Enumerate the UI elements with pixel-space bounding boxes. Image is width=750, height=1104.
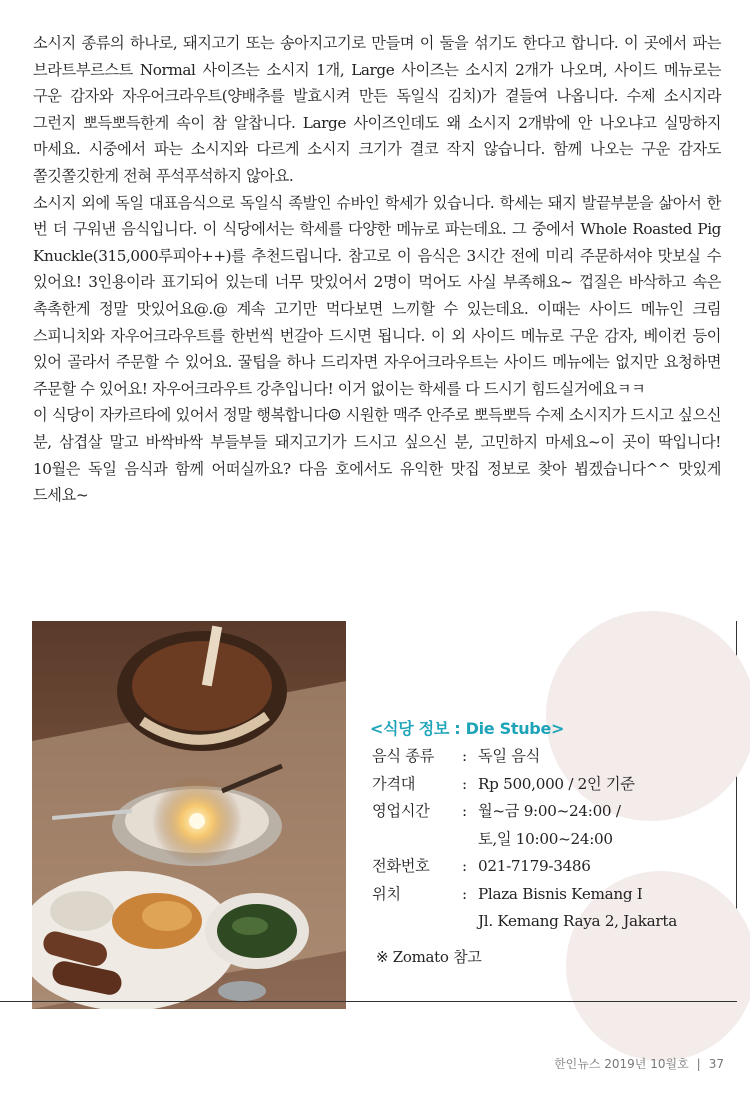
- info-value: 월~금 9:00~24:00 /: [478, 802, 621, 820]
- restaurant-info-title: <식당 정보 : Die Stube>: [370, 719, 565, 738]
- page-footer: [554, 1055, 724, 1072]
- info-row-hours-weekend: [372, 826, 677, 854]
- info-value: 토,일 10:00~24:00: [478, 829, 613, 848]
- restaurant-info-box: [356, 621, 737, 1001]
- divider: [0, 1001, 737, 1002]
- divider: |: [696, 1057, 701, 1071]
- source-note: ※ Zomato 참고: [376, 948, 482, 966]
- publication-name: 한인뉴스 2019년 10월호: [554, 1057, 689, 1071]
- page-number: 37: [708, 1057, 724, 1071]
- article-body: [33, 30, 721, 509]
- info-label: 위치: [372, 884, 401, 903]
- info-value: Rp 500,000 / 2인 기준: [478, 774, 635, 793]
- info-row-price: 가격대 : Rp 500,000 / 2인 기준: [372, 771, 677, 799]
- article-paragraph-2: 소시지 외에 독일 대표음식으로 독일식 족발인 슈바인 학세가 있습니다. 학세는 돼지 발끝부분을 삶아서 한 번 더 구워낸 음식입니다. 이 식당에서는 학세를 다양한 메뉴로 파는데요. 그 중에서 Whole Roasted Pig Knuckle(315,000루피아++)를 추천드립니다. 참고로 이 음식은 3시간 전에 미리 주문하셔야 맛보실 수 있어요! 3인용이라 표기되어 있는데 너무 맛있어서 2명이 먹어도 사실 부족해요~ 껍질은 바삭하고 속은 촉촉한게 정말 맛있어요@.@ 계속 고기만 먹다보면 느끼할 수 있는데요. 이때는 사이드 메뉴인 크림 스피니치와 자우어크라우트를 한번씩 번갈아 드시면 됩니다. 이 외 사이드 메뉴로 구운 감자, 베이컨 등이 있어 골라서 주문할 수 있어요. 꿀팁을 하나 드리자면 자우어크라우트는 사이드 메뉴에는 없지만 요청하면 주문할 수 있어요! 자우어크라우트 강추입니다! 이거 없이는 학세를 다 드시기 힘드실거에요ㅋㅋ: [33, 193, 721, 398]
- info-value: Jl. Kemang Raya 2, Jakarta: [478, 912, 677, 930]
- article-paragraph-3: 이 식당이 자카르타에 있어서 정말 행복합니다☺ 시원한 맥주 안주로 뽀득뽀득 수제 소시지가 드시고 싶으신 분, 삼겹살 말고 바싹바싹 부들부들 돼지고기가 드시고 싶으신 분, 고민하지 마세요~이 곳이 딱입니다! 10월은 독일 음식과 함께 어떠실까요? 다음 호에서도 유익한 맛집 정보로 찾아 뵙겠습니다^^ 맛있게 드세요~: [33, 406, 721, 505]
- info-label: [372, 908, 462, 936]
- info-row-location: 위치 : Plaza Bisnis Kemang I: [372, 881, 677, 909]
- info-label: 가격대: [372, 774, 416, 793]
- info-row-phone: 전화번호 : 021-7179-3486: [372, 853, 677, 881]
- info-value: 독일 음식: [478, 747, 541, 765]
- info-row-location-2: [372, 908, 677, 936]
- info-label: 전화번호: [372, 857, 430, 875]
- info-row-cuisine: 음식 종류 : 독일 음식: [372, 743, 677, 771]
- info-label: 음식 종류: [372, 747, 435, 765]
- info-row-hours: 영업시간 : 월~금 9:00~24:00 /: [372, 798, 677, 826]
- info-label: [372, 826, 462, 854]
- restaurant-info-list: [372, 743, 677, 936]
- info-value: 021-7179-3486: [478, 857, 591, 875]
- article-paragraph-1: 소시지 종류의 하나로, 돼지고기 또는 송아지고기로 만들며 이 둘을 섞기도 한다고 합니다. 이 곳에서 파는 브라트부르스트 Normal 사이즈는 소시지 1개, Large 사이즈는 소시지 2개가 나오며, 사이드 메뉴로는 구운 감자와 자우어크라우트(양배추를 발효시켜 만든 독일식 김치)가 곁들여 나옵니다. 수제 소시지라 그런지 뽀득뽀득한게 속이 참 알찹니다. Large 사이즈인데도 왜 소시지 2개밖에 안 나오냐고 실망하지 마세요. 시중에서 파는 소시지와 다르게 소시지 크기가 결코 작지 않습니다. 함께 나오는 구운 감자도 쫄깃쫄깃한게 전혀 푸석푸석하지 않아요.: [33, 34, 721, 185]
- food-photo-illustration: [32, 621, 346, 1009]
- food-photo: [32, 621, 346, 1009]
- info-value: Plaza Bisnis Kemang I: [478, 884, 643, 903]
- info-label: 영업시간: [372, 802, 430, 820]
